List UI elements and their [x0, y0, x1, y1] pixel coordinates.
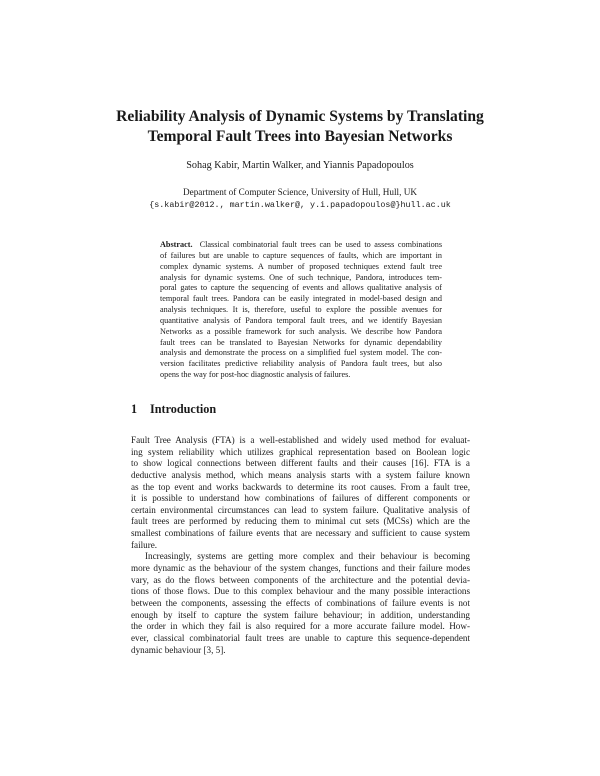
paragraph-line: tions of those flows. Due to this complex behaviour and the many possible interactions [131, 586, 470, 597]
paragraph-line: the order in which they fail is also required for a more accurate failure model. How- [131, 621, 470, 632]
paragraph-line: more dynamic as the behaviour of the system changes, functions and their failure modes [131, 563, 470, 574]
paragraph-line: as the top event and works backwards to determine its root causes. From a fault tree, [131, 481, 470, 492]
affiliation: Department of Computer Science, University of Hull, Hull, UK [183, 187, 417, 197]
abstract-label: Abstract. [160, 240, 193, 249]
email-addresses [0, 198, 600, 211]
abstract-line: of failures but are unable to capture sequences of faults, which are important in [160, 250, 442, 260]
paragraph-line: certain environmental circumstances can lead to system failure. Qualitative analysis of [131, 504, 470, 515]
abstract-line-text: Classical combinatorial fault trees can be used to assess combinations [199, 240, 442, 249]
paragraph-line: between the components, assessing the effects of combinations of failure events is not [131, 597, 470, 608]
paragraph-line: fault trees are performed by reducing them to minimal cut sets (MCSs) which are the [131, 516, 470, 527]
email-text: {s.kabir@2012., martin.walker@, y.i.papadopoulos@}hull.ac.uk [149, 200, 451, 210]
body-text [131, 435, 470, 656]
author-list: Sohag Kabir, Martin Walker, and Yiannis Papadopoulos [186, 160, 414, 171]
section-heading [131, 402, 216, 417]
abstract-line: fault trees can be translated to Bayesian Networks for dynamic dependability [160, 337, 442, 347]
abstract-line: quantitative analysis of Pandora temporal fault trees, and we identify Bayesian [160, 315, 442, 325]
abstract-line: analysis and demonstrate the process on a simplified fuel system model. The con- [160, 348, 442, 358]
abstract [160, 240, 442, 381]
paper-title [100, 107, 500, 147]
abstract-line [160, 240, 442, 251]
paragraph-line: enough by itself to capture the system failure behaviour; in addition, understanding [131, 609, 470, 620]
abstract-line: Networks as a possible framework for such analysis. We describe how Pandora [160, 326, 442, 336]
abstract-line: opens the way for post-hoc diagnostic analysis of failures. [160, 370, 351, 380]
paragraph-line: it is possible to understand how combinations of failures of different components or [131, 493, 470, 504]
abstract-line: analysis for dynamic systems. One of such technique, Pandora, introduces tem- [160, 272, 442, 282]
paragraph-line: deductive analysis method, which means analysis starts with a system failure known [131, 469, 470, 480]
paragraph-line: ever, classical combinatorial fault trees are unable to capture this sequence-dependent [131, 632, 470, 643]
paragraph-line: to show logical connections between different faults and their causes [16]. FTA is a [131, 458, 470, 469]
paragraph-line: smallest combinations of failure events that are necessary and sufficient to cause system [131, 528, 470, 539]
section-title: Introduction [150, 402, 217, 416]
abstract-line: complex dynamic systems. A number of proposed techniques extend fault tree [160, 261, 442, 271]
section-number: 1 [131, 402, 138, 416]
paragraph-line: Fault Tree Analysis (FTA) is a well-established and widely used method for evaluat- [131, 435, 470, 445]
title-line: Reliability Analysis of Dynamic Systems by Translating [116, 108, 484, 125]
paragraph-line: ing system reliability which utilizes graphical representation based on Boolean logic [131, 446, 470, 457]
paragraph-line: failure. [131, 539, 158, 550]
abstract-line: temporal fault trees. Pandora can be easily integrated in model-based design and [160, 294, 442, 304]
abstract-line: poral gates to capture the sequencing of events and allows qualitative analysis of [160, 283, 442, 293]
abstract-line: analysis techniques. It is, therefore, useful to explore the possible avenues for [160, 305, 442, 315]
paragraph-line: Increasingly, systems are getting more complex and their behaviour is becoming [145, 551, 470, 562]
title-line: Temporal Fault Trees into Bayesian Networks [147, 128, 453, 145]
paragraph-line: vary, as do the flows between components of the architecture and the potential devia- [131, 574, 470, 585]
paragraph-line: dynamic behaviour [3, 5]. [131, 644, 226, 655]
abstract-line: version facilitates predictive reliability analysis of Pandora fault trees, but also [160, 359, 442, 369]
